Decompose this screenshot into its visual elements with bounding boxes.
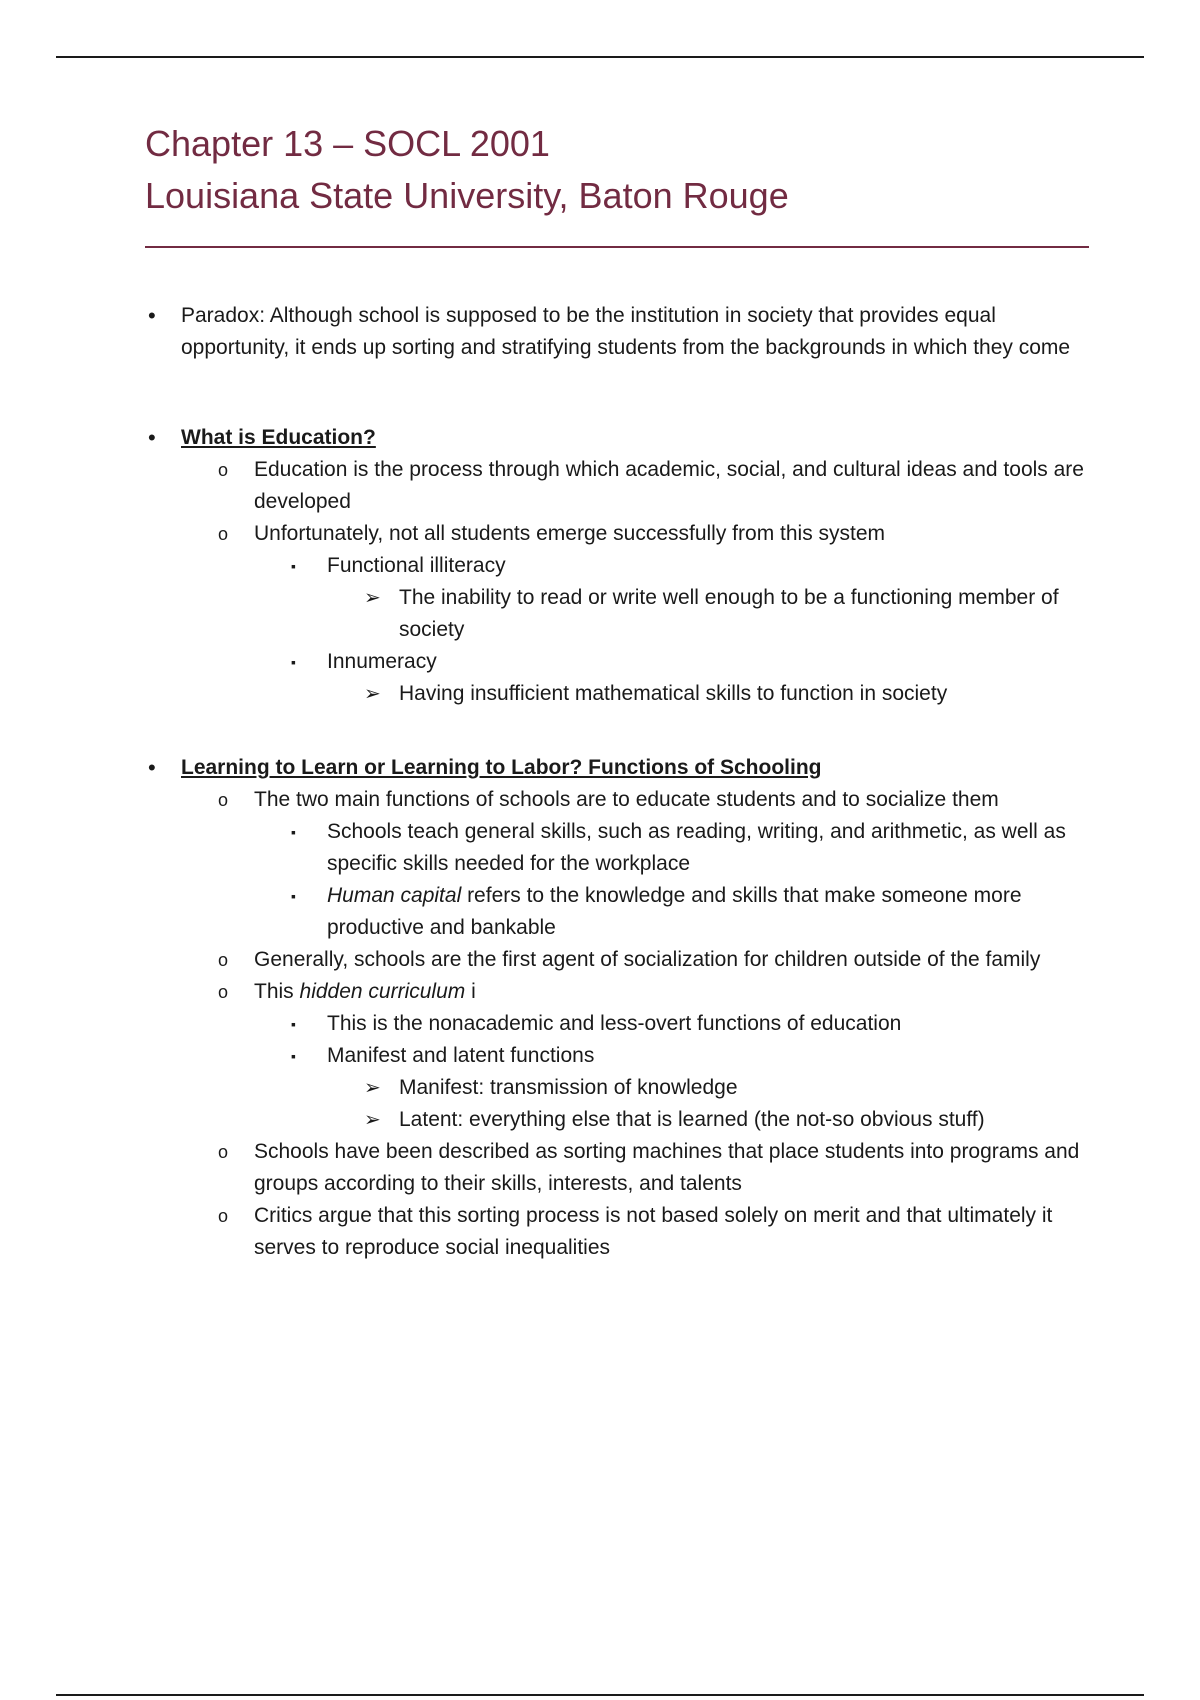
bullet-arrow: ➢ xyxy=(364,683,381,705)
bullet-square: ▪ xyxy=(291,1016,296,1032)
list-item xyxy=(0,944,1200,976)
bullet-disc: • xyxy=(148,755,156,780)
bullet-arrow: ➢ xyxy=(364,1077,381,1099)
bullet-circle: o xyxy=(218,950,229,970)
item-text: Education is the process through which academic, social, and cultural ideas and tools are developed xyxy=(254,458,1084,513)
heading-text: Learning to Learn or Learning to Labor? Functions of Schooling xyxy=(181,756,822,779)
section-heading-functions xyxy=(0,752,1200,784)
bullet-disc: • xyxy=(148,425,156,450)
list-item xyxy=(0,678,1200,710)
bullet-square: ▪ xyxy=(291,654,296,670)
list-item-paradox xyxy=(0,300,1200,364)
item-text-post: i xyxy=(465,980,476,1003)
bullet-disc: • xyxy=(148,303,156,328)
list-item xyxy=(0,454,1200,518)
item-text: Having insufficient mathematical skills to function in society xyxy=(399,682,948,705)
bottom-rule xyxy=(56,1694,1144,1696)
bullet-square: ▪ xyxy=(291,824,296,840)
list-item xyxy=(0,1104,1200,1136)
list-item xyxy=(0,1072,1200,1104)
list-item xyxy=(0,976,1200,1008)
item-text: Latent: everything else that is learned (the not-so obvious stuff) xyxy=(399,1108,985,1131)
list-item xyxy=(0,646,1200,678)
list-item xyxy=(0,518,1200,550)
list-item xyxy=(0,1136,1200,1200)
list-item xyxy=(0,582,1200,646)
bullet-arrow: ➢ xyxy=(364,1109,381,1131)
section-heading-education xyxy=(0,422,1200,454)
bullet-circle: o xyxy=(218,460,229,480)
list-item xyxy=(0,1040,1200,1072)
bullet-circle: o xyxy=(218,524,229,544)
list-item xyxy=(0,550,1200,582)
paradox-text: Paradox: Although school is supposed to be the institution in society that provides equal opportunity, it ends up sorting and stratifying students from the backgrounds in which they come xyxy=(181,304,1071,359)
bullet-circle: o xyxy=(218,1206,229,1226)
item-text: The two main functions of schools are to educate students and to socialize them xyxy=(254,788,999,811)
item-text: The inability to read or write well enough to be a functioning member of society xyxy=(399,586,1059,641)
item-text: Generally, schools are the first agent of socialization for children outside of the family xyxy=(254,948,1041,971)
bullet-arrow: ➢ xyxy=(364,587,381,609)
title-line-1: Chapter 13 – SOCL 2001 xyxy=(145,123,550,164)
bullet-square: ▪ xyxy=(291,888,296,904)
bullet-square: ▪ xyxy=(291,558,296,574)
bullet-circle: o xyxy=(218,1142,229,1162)
item-text: Functional illiteracy xyxy=(327,554,506,577)
item-text: refers to the knowledge and skills that make someone more productive and bankable xyxy=(327,884,1022,939)
document-body xyxy=(0,300,1200,1264)
item-text: Schools teach general skills, such as reading, writing, and arithmetic, as well as specific skills needed for the workplace xyxy=(327,820,1066,875)
term-hidden-curriculum: hidden curriculum xyxy=(299,980,466,1003)
list-item xyxy=(0,1200,1200,1264)
item-text: Critics argue that this sorting process is not based solely on merit and that ultimately it serves to reproduce social inequalities xyxy=(254,1204,1053,1259)
list-item xyxy=(0,1008,1200,1040)
term-human-capital: Human capital xyxy=(327,884,462,907)
item-text: Manifest and latent functions xyxy=(327,1044,595,1067)
item-text-pre: This xyxy=(254,980,300,1003)
bullet-circle: o xyxy=(218,982,229,1002)
title-line-2: Louisiana State University, Baton Rouge xyxy=(145,175,789,216)
top-rule xyxy=(56,56,1144,58)
heading-text: What is Education? xyxy=(181,426,376,449)
page-title xyxy=(145,118,789,222)
list-item xyxy=(0,784,1200,816)
bullet-circle: o xyxy=(218,790,229,810)
list-item xyxy=(0,880,1200,944)
item-text: This is the nonacademic and less-overt functions of education xyxy=(327,1012,902,1035)
item-text: Unfortunately, not all students emerge successfully from this system xyxy=(254,522,886,545)
item-text: Innumeracy xyxy=(327,650,437,673)
bullet-square: ▪ xyxy=(291,1048,296,1064)
item-text: Schools have been described as sorting machines that place students into programs and groups according to their skills, interests, and talents xyxy=(254,1140,1080,1195)
list-item xyxy=(0,816,1200,880)
title-rule xyxy=(145,246,1089,248)
item-text: Manifest: transmission of knowledge xyxy=(399,1076,738,1099)
